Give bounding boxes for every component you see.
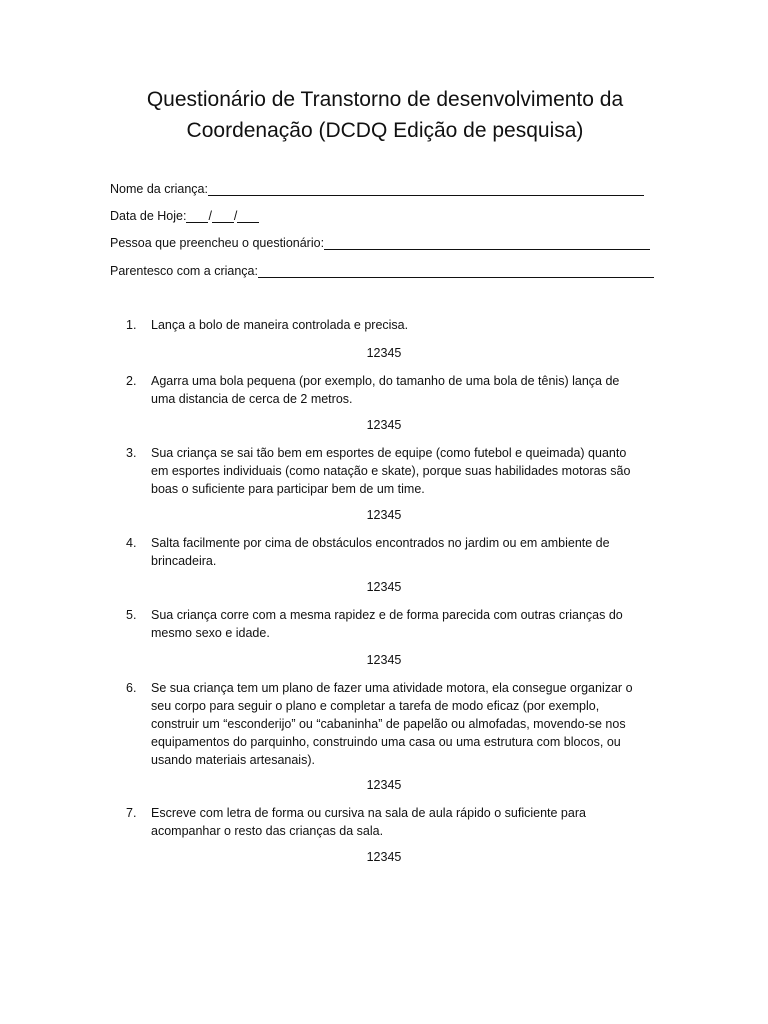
relation-label: Parentesco com a criança: — [110, 264, 258, 278]
question-item-5 — [126, 606, 646, 642]
title-line-1: Questionário de Transtorno de desenvolvimento da — [146, 88, 624, 111]
question-text: Lança a bolo de maneira controlada e precisa. — [151, 318, 409, 332]
child-name-line — [208, 183, 644, 196]
child-name-field — [110, 181, 644, 197]
filled-by-label: Pessoa que preencheu o questionário: — [110, 236, 325, 250]
question-text: Sua criança se sai tão bem em esportes de equipe (como futebol e queimada) quanto em esportes individuais (como natação e skate), porque suas habilidades motoras são boas o suficiente para participar bem de um time. — [151, 446, 631, 496]
page-title — [80, 84, 690, 146]
date-separator-1: / — [208, 209, 212, 223]
question-text: Agarra uma bola pequena (por exemplo, do tamanho de uma bola de tênis) lança de uma distancia de cerca de 2 metros. — [151, 374, 620, 406]
question-number: 1. — [126, 318, 137, 332]
filled-by-field — [110, 235, 650, 251]
rating-scale-6: 12345 — [366, 778, 402, 792]
date-label: Data de Hoje: — [110, 209, 187, 223]
question-item-1 — [126, 316, 646, 334]
question-number: 3. — [126, 446, 137, 460]
rating-scale-2: 12345 — [366, 418, 402, 432]
question-item-7 — [126, 804, 646, 840]
question-number: 2. — [126, 374, 137, 388]
question-number: 5. — [126, 608, 137, 622]
rating-scale-3: 12345 — [366, 508, 402, 522]
question-number: 6. — [126, 681, 137, 695]
date-year-line — [237, 210, 259, 223]
question-number: 7. — [126, 806, 137, 820]
question-text: Salta facilmente por cima de obstáculos encontrados no jardim ou em ambiente de brincadeira. — [151, 536, 610, 568]
date-day-line — [186, 210, 208, 223]
rating-scale-7: 12345 — [366, 850, 402, 864]
date-month-line — [212, 210, 234, 223]
question-item-3 — [126, 444, 646, 498]
rating-scale-5: 12345 — [366, 653, 402, 667]
question-text: Escreve com letra de forma ou cursiva na sala de aula rápido o suficiente para acompanhar o resto das crianças da sala. — [151, 806, 586, 838]
rating-scale-4: 12345 — [366, 580, 402, 594]
child-name-label: Nome da criança: — [110, 182, 208, 196]
title-line-2: Coordenação (DCDQ Edição de pesquisa) — [186, 119, 584, 142]
question-item-4 — [126, 534, 646, 570]
question-text: Se sua criança tem um plano de fazer uma atividade motora, ela consegue organizar o seu corpo para seguir o plano e completar a tarefa de modo eficaz (por exemplo, construir um “esconderijo” ou “cabaninha” de papelão ou almofadas, movendo-se nos equipamentos do parquinho, construindo uma casa ou uma estrutura com blocos, ou usando materiais artesanais). — [151, 681, 633, 767]
rating-scale-1: 12345 — [366, 346, 402, 360]
question-number: 4. — [126, 536, 137, 550]
filled-by-line — [324, 237, 650, 250]
date-field — [110, 208, 259, 224]
relation-line — [258, 265, 654, 278]
question-item-2 — [126, 372, 646, 408]
question-item-6 — [126, 679, 646, 769]
date-separator-2: / — [233, 209, 238, 223]
relation-field — [110, 263, 654, 279]
question-text: Sua criança corre com a mesma rapidez e de forma parecida com outras crianças do mesmo sexo e idade. — [151, 608, 623, 640]
